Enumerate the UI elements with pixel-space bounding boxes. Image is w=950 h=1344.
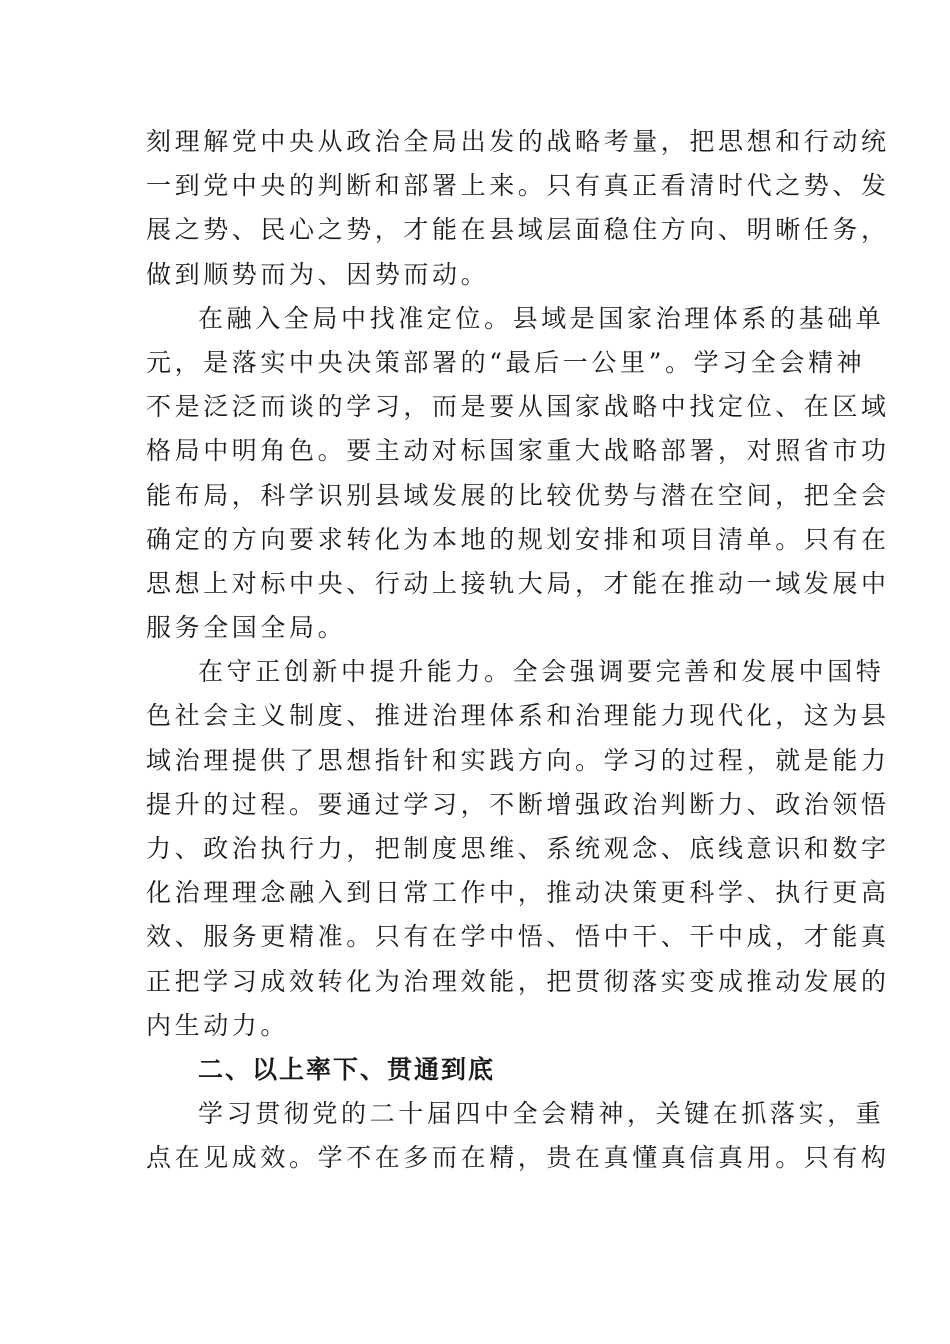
text-line: 域治理提供了思想指针和实践方向。学习的过程，就是能力 bbox=[146, 745, 890, 775]
text-line: 化治理理念融入到日常工作中，推动决策更科学、执行更高 bbox=[146, 878, 890, 908]
text-line: 做到顺势而为、因势而动。 bbox=[146, 259, 490, 289]
text-line: 内生动力。 bbox=[146, 1010, 290, 1040]
text-line: 效、服务更精准。只有在学中悟、悟中干、干中成，才能真 bbox=[146, 922, 890, 952]
text-line: 展之势、民心之势，才能在县域层面稳住方向、明晰任务， bbox=[146, 215, 890, 245]
text-line: 力、政治执行力，把制度思维、系统观念、底线意识和数字 bbox=[146, 834, 890, 863]
text-line: 点在见成效。学不在多而在精，贵在真懂真信真用。只有构 bbox=[146, 1143, 890, 1173]
text-line: 刻理解党中央从政治全局出发的战略考量，把思想和行动统 bbox=[146, 127, 890, 156]
text-line: 元，是落实中央决策部署的“最后一公里”。学习全会精神 bbox=[146, 347, 866, 377]
text-line: 提升的过程。要通过学习，不断增强政治判断力、政治领悟 bbox=[146, 789, 890, 819]
paragraph-start-line: 在守正创新中提升能力。全会强调要完善和发展中国特 bbox=[198, 657, 885, 687]
document-body bbox=[146, 120, 890, 1181]
section-heading: 二、以上率下、贯通到底 bbox=[198, 1054, 496, 1084]
text-line: 不是泛泛而谈的学习，而是要从国家战略中找定位、在区域 bbox=[146, 392, 890, 422]
text-line: 能布局，科学识别县域发展的比较优势与潜在空间，把全会 bbox=[146, 480, 890, 510]
text-line: 思想上对标中央、行动上接轨大局，才能在推动一域发展中 bbox=[146, 568, 890, 598]
text-line: 一到党中央的判断和部署上来。只有真正看清时代之势、发 bbox=[146, 171, 890, 201]
text-line: 正把学习成效转化为治理效能，把贯彻落实变成推动发展的 bbox=[146, 966, 890, 996]
text-line: 格局中明角色。要主动对标国家重大战略部署，对照省市功 bbox=[146, 436, 890, 466]
paragraph-start-line: 在融入全局中找准定位。县域是国家治理体系的基础单 bbox=[198, 303, 885, 333]
text-line: 确定的方向要求转化为本地的规划安排和项目清单。只有在 bbox=[146, 524, 890, 554]
paragraph-start-line: 学习贯彻党的二十届四中全会精神，关键在抓落实，重 bbox=[198, 1099, 885, 1129]
text-line: 色社会主义制度、推进治理体系和治理能力现代化，这为县 bbox=[146, 701, 890, 731]
text-line: 服务全国全局。 bbox=[146, 613, 347, 643]
